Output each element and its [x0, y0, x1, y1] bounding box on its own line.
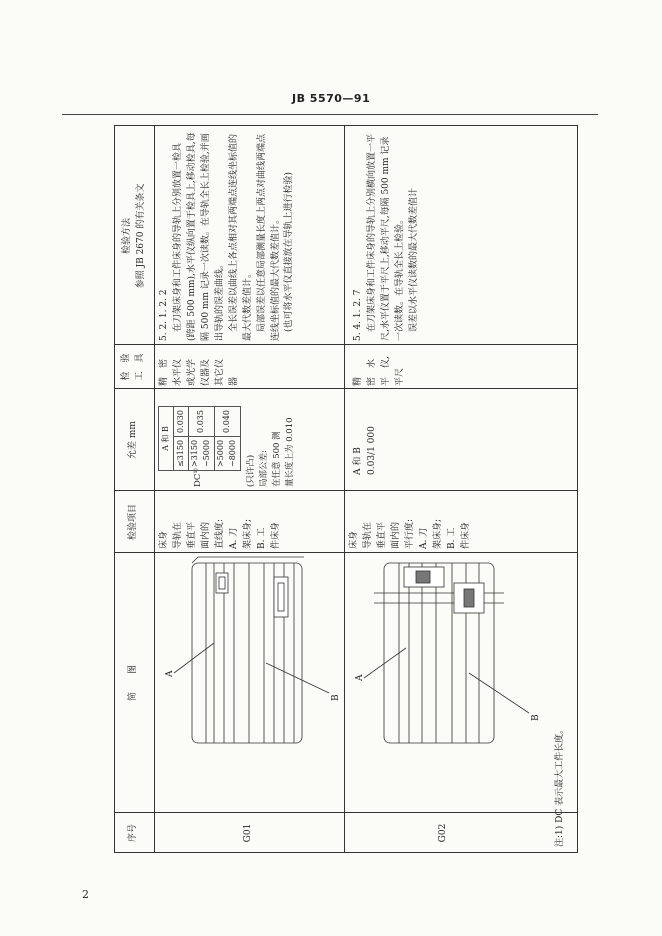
tool-line: 密 水: [366, 358, 377, 386]
col-line: [114, 344, 578, 345]
method-text: 全长误差以曲线上各点相对其两端点连线坐标值的最大代数差值计。: [228, 133, 253, 341]
method-text: 在刀架床身和工件床身的导轨上分别放置一检具(跨距 500 mm),水平仪纵向置于检具上,移动检具,每隔 500 mm 记录一次读数。在导轨全长上检验,并画出导轨的误差曲线。: [172, 132, 225, 341]
diagram-g01: [154, 553, 344, 813]
tool-line: 平尺: [394, 367, 405, 386]
tol-range: >3150 ~5000: [189, 436, 215, 470]
item-line: 架床身;: [432, 518, 443, 549]
method-text: (也可将水平仪直接放在导轨上进行检验): [284, 171, 295, 332]
seq-g02: G02: [438, 823, 449, 843]
tol-note-line: 局部公差:: [258, 450, 269, 487]
item-line: B. 工: [256, 527, 267, 549]
header-seq: 序号: [128, 824, 139, 843]
item-line: A. 刀: [418, 527, 429, 549]
item-line: 直线度:: [214, 518, 225, 549]
inspection-table: [114, 125, 578, 853]
header-rule: [62, 114, 598, 115]
tol-note-line: 在任意 500 测: [271, 431, 282, 487]
tol-header: A 和 B: [159, 407, 174, 471]
tool-line: 平 仪,: [380, 356, 391, 386]
item-g02: [348, 493, 542, 549]
item-line: B. 工: [446, 527, 457, 549]
header-tolerance: 允差 mm: [128, 421, 139, 459]
item-line: 面内的: [200, 521, 211, 549]
lathe-bed-diagram-2: [344, 553, 544, 813]
tol-header-g02: A 和 B: [353, 447, 363, 475]
tool-line: 精 密: [159, 358, 169, 386]
tol-value: 0.035: [189, 407, 215, 437]
item-g01: [158, 493, 342, 549]
item-line: 导轨在: [362, 521, 373, 549]
method-clause: 5. 4. 1. 2. 7: [353, 289, 363, 341]
header-method: [116, 127, 154, 345]
label-a-g01: A: [165, 670, 175, 677]
tol-range: ≤3150: [174, 436, 189, 470]
page-number: 2: [82, 888, 89, 901]
tol-value: 0.030: [174, 407, 189, 437]
standard-number: JB 5570—91: [292, 92, 371, 105]
tol-range: >5000 ~8000: [214, 436, 240, 470]
label-b-g02: B: [531, 714, 541, 721]
tol-note-line: (只许凸): [245, 454, 256, 487]
method-text: 局部误差以任意局部测量长度上两点对曲线两端点连线坐标值的最大代数差值计。: [256, 133, 281, 341]
header-item: 检验项目: [128, 504, 139, 541]
tol-dc: DC¹⁾: [193, 468, 203, 487]
item-line: 床身: [159, 530, 169, 549]
method-ref: 参照 JB 2670 的有关条文: [136, 183, 146, 289]
item-line: 床身: [349, 530, 359, 549]
col-line: [114, 490, 578, 491]
tool-g01: [158, 346, 342, 386]
method-text: 在刀架床身和工件床身的导轨上分别横向放置一平尺,水平仪置于平尺上,移动平尺,每隔 500 mm 记录一次读数。在导轨全长上检验。: [366, 133, 405, 341]
item-line: 平行度:: [404, 518, 415, 549]
col-line: [114, 388, 578, 389]
tolerance-table: [158, 406, 241, 471]
label-a-g02: A: [355, 674, 365, 681]
item-line: A. 刀: [228, 527, 239, 549]
item-line: 导轨在: [172, 521, 183, 549]
footnote: 注:1) DC 表示最大工件长度。: [555, 724, 565, 847]
item-line: 件床身: [270, 521, 281, 549]
tool-line: 或光学: [186, 358, 197, 386]
method-title: 检验方法: [122, 218, 133, 255]
item-line: 面内的: [390, 521, 401, 549]
seq-g01: G01: [243, 823, 254, 843]
method-text: 误差以水平仪读数的最大代数差值计: [408, 187, 419, 332]
lathe-bed-diagram-1: [154, 553, 344, 813]
tool-line: 器: [228, 376, 239, 386]
tolerance-g01: [158, 391, 342, 487]
item-line: 垂直平: [186, 521, 197, 549]
tool-line: 仪器及: [200, 358, 211, 386]
tool-line: 其它仪: [214, 358, 225, 386]
tol-note: [245, 391, 298, 487]
method-g01: [158, 131, 342, 341]
method-clause: 5. 2. 1. 2. 2: [159, 289, 169, 341]
tool-g02: [352, 346, 542, 386]
item-line: 件床身: [460, 521, 471, 549]
label-b-g01: B: [331, 694, 341, 701]
tool-line: 精: [353, 376, 363, 386]
item-line: 垂直平: [376, 521, 387, 549]
item-line: 架床身;: [242, 518, 253, 549]
tol-note-line: 量长度上为 0.010: [285, 417, 296, 487]
header-tool: 检 验 工 具: [121, 353, 145, 381]
tol-value-g02: 0.03/1 000: [366, 426, 377, 475]
tol-value: 0.040: [214, 407, 240, 437]
method-g02: [352, 131, 542, 341]
diagram-g02: [344, 553, 544, 813]
tolerance-g02: [352, 391, 542, 483]
tool-line: 水平仪: [172, 358, 183, 386]
header-diagram: 简 图: [128, 665, 139, 702]
